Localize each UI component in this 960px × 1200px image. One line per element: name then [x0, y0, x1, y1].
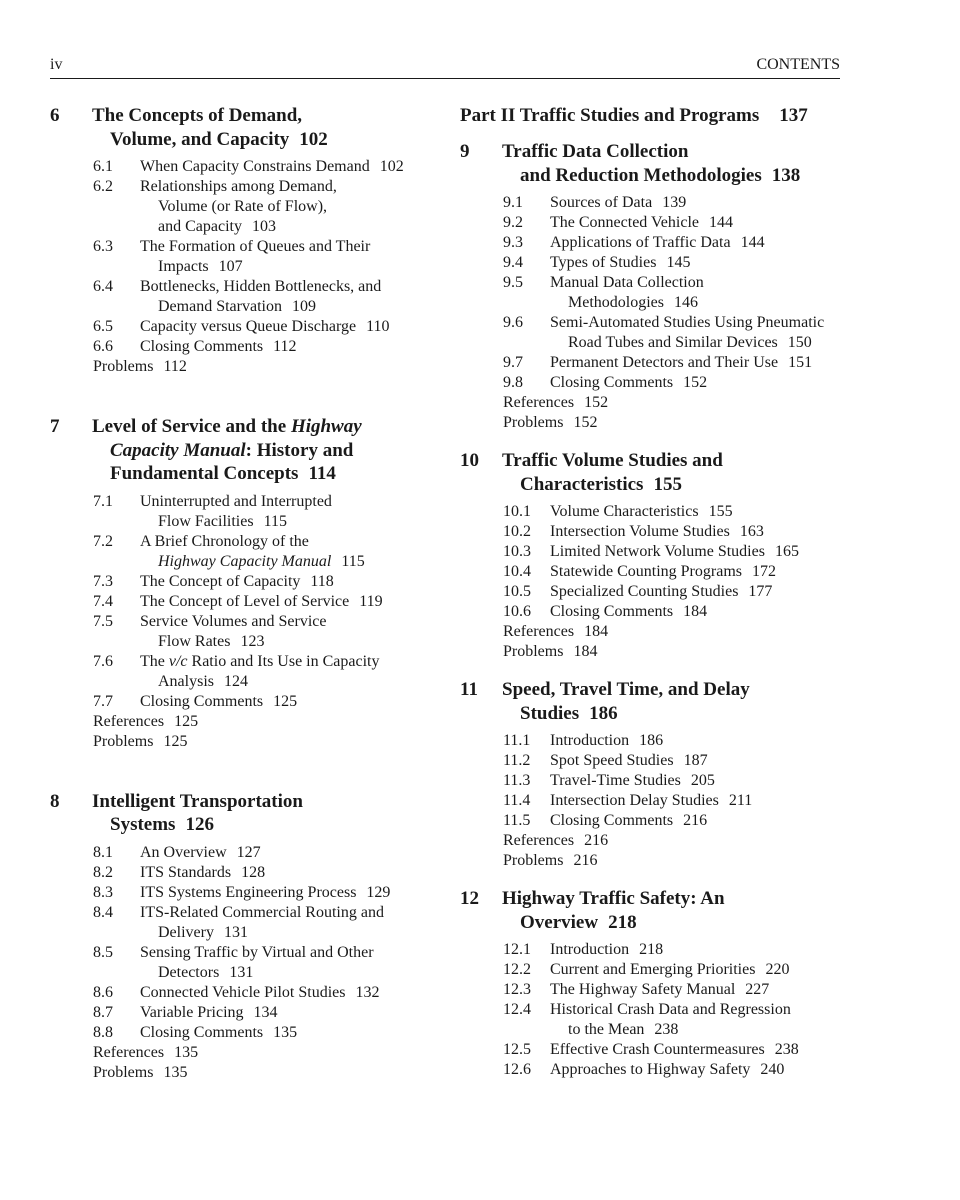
- chapter-title: and Reduction Methodologies: [520, 164, 762, 186]
- toc-references[interactable]: References 216: [503, 832, 609, 849]
- chapter-heading: [50, 790, 430, 837]
- toc-entry[interactable]: 10.2 Intersection Volume Studies 163: [503, 523, 764, 540]
- toc-entry[interactable]: 7.7 Closing Comments 125: [93, 692, 298, 710]
- chapter-page: 186: [589, 702, 618, 724]
- toc-entry[interactable]: 9.4 Types of Studies 145: [503, 254, 691, 271]
- toc-entry[interactable]: 9.6 Semi-Automated Studies Using Pneumatic Road Tubes and Similar Devices 150: [503, 314, 825, 351]
- chapter-heading: [460, 449, 850, 496]
- chapter-11: [460, 678, 850, 871]
- toc-entry[interactable]: 10.6 Closing Comments 184: [503, 603, 708, 620]
- toc-entry[interactable]: 8.7 Variable Pricing 134: [93, 1003, 278, 1021]
- chapter-number: 10: [460, 450, 479, 471]
- chapter-title: The Concepts of Demand,: [92, 105, 303, 126]
- toc-problems[interactable]: Problems 112: [93, 358, 187, 375]
- chapter-12: [460, 887, 850, 1080]
- chapter-title: Intelligent Transportation: [92, 790, 303, 812]
- toc-entry[interactable]: 12.6 Approaches to Highway Safety 240: [503, 1061, 785, 1078]
- chapter-page: 138: [771, 164, 801, 186]
- chapter-9: [460, 140, 850, 433]
- chapter-title: Volume, and Capacity: [110, 128, 290, 150]
- chapter-8: [50, 790, 430, 1083]
- toc-entry[interactable]: 11.3 Travel-Time Studies 205: [503, 772, 715, 789]
- toc-entry[interactable]: 10.4 Statewide Counting Programs 172: [503, 563, 776, 580]
- toc-entry[interactable]: 8.3 ITS Systems Engineering Process 129: [93, 883, 391, 901]
- chapter-title: Traffic Data Collection: [502, 141, 689, 162]
- toc-problems[interactable]: Problems 184: [503, 643, 598, 660]
- chapter-6: [50, 104, 430, 377]
- chapter-title: Overview: [520, 911, 599, 933]
- chapter-number: 7: [50, 416, 60, 437]
- chapter-number: 11: [460, 679, 478, 700]
- toc-entry[interactable]: 8.6 Connected Vehicle Pilot Studies 132: [93, 983, 380, 1001]
- chapter-heading: [50, 104, 430, 151]
- toc-entry[interactable]: 8.8 Closing Comments 135: [93, 1023, 298, 1041]
- toc-entry[interactable]: 10.3 Limited Network Volume Studies 165: [503, 543, 799, 560]
- toc-references[interactable]: References 184: [503, 623, 609, 640]
- chapter-heading: [460, 140, 850, 187]
- chapter-title: Traffic Volume Studies and: [502, 450, 723, 471]
- chapter-title: Systems: [110, 814, 176, 835]
- running-title: CONTENTS: [756, 56, 840, 73]
- toc-entry[interactable]: 11.2 Spot Speed Studies 187: [503, 752, 708, 769]
- contents-column-left: [50, 104, 430, 1105]
- toc-entry[interactable]: 7.6 The v/c Ratio and Its Use in Capacity Analysis 124: [93, 652, 380, 690]
- toc-entry[interactable]: 8.2 ITS Standards 128: [93, 863, 266, 881]
- toc-entry[interactable]: 7.2 A Brief Chronology of the Highway Capacity Manual 115: [93, 532, 365, 570]
- toc-problems[interactable]: Problems 135: [93, 1063, 188, 1081]
- toc-entry[interactable]: 9.8 Closing Comments 152: [503, 374, 708, 391]
- part-heading[interactable]: Part II Traffic Studies and Programs 137: [460, 105, 808, 126]
- toc-entry[interactable]: 6.6 Closing Comments 112: [93, 338, 297, 355]
- toc-entry[interactable]: 6.5 Capacity versus Queue Discharge 110: [93, 318, 390, 335]
- toc-entry[interactable]: 6.4 Bottlenecks, Hidden Bottlenecks, and Demand Starvation 109: [93, 278, 382, 315]
- chapter-10: [460, 449, 850, 662]
- toc-problems[interactable]: Problems 216: [503, 852, 598, 869]
- toc-entry[interactable]: 8.5 Sensing Traffic by Virtual and Other Detectors 131: [93, 943, 374, 981]
- toc-entry[interactable]: 12.2 Current and Emerging Priorities 220: [503, 961, 790, 978]
- chapter-number: 8: [50, 790, 60, 812]
- toc-entry[interactable]: 12.1 Introduction 218: [503, 941, 664, 958]
- toc-entry[interactable]: 11.5 Closing Comments 216: [503, 812, 708, 829]
- toc-entry[interactable]: 7.1 Uninterrupted and Interrupted Flow Facilities 115: [93, 492, 332, 530]
- toc-entry[interactable]: 9.2 The Connected Vehicle 144: [503, 214, 733, 231]
- toc-entry[interactable]: 7.3 The Concept of Capacity 118: [93, 572, 334, 590]
- chapter-number: 6: [50, 105, 60, 126]
- chapter-page: 126: [185, 814, 214, 835]
- page-number: iv: [50, 56, 63, 73]
- toc-entry[interactable]: 10.1 Volume Characteristics 155: [503, 503, 733, 520]
- toc-references[interactable]: References 152: [503, 394, 609, 411]
- toc-entry[interactable]: 9.5 Manual Data Collection Methodologies 146: [503, 274, 704, 311]
- toc-entry[interactable]: 12.5 Effective Crash Countermeasures 238: [503, 1041, 799, 1058]
- toc-entry[interactable]: 6.3 The Formation of Queues and Their Impacts 107: [93, 238, 371, 275]
- chapter-title: Studies: [520, 702, 580, 724]
- chapter-page: 114: [308, 463, 336, 484]
- chapter-page: 155: [653, 473, 682, 495]
- toc-entry[interactable]: 8.1 An Overview 127: [93, 843, 261, 861]
- toc-entry[interactable]: 9.3 Applications of Traffic Data 144: [503, 234, 765, 251]
- toc-entry[interactable]: 10.5 Specialized Counting Studies 177: [503, 583, 773, 600]
- toc-references[interactable]: References 135: [93, 1043, 199, 1061]
- toc-entry[interactable]: 7.4 The Concept of Level of Service 119: [93, 592, 383, 610]
- chapter-7: [50, 415, 430, 752]
- contents-column-right: [460, 104, 850, 1102]
- chapter-title: Highway Traffic Safety: An: [502, 888, 725, 909]
- toc-entry[interactable]: 8.4 ITS-Related Commercial Routing and Delivery 131: [93, 903, 384, 941]
- chapter-number: 12: [460, 888, 479, 909]
- toc-problems[interactable]: Problems 152: [503, 414, 598, 431]
- toc-entry[interactable]: 7.5 Service Volumes and Service Flow Rates 123: [93, 612, 327, 650]
- toc-references[interactable]: References 125: [93, 712, 199, 730]
- chapter-heading: [460, 678, 850, 725]
- toc-entry[interactable]: 9.7 Permanent Detectors and Their Use 151: [503, 354, 813, 371]
- chapter-title: Speed, Travel Time, and Delay: [502, 679, 750, 700]
- toc-entry[interactable]: 6.2 Relationships among Demand, Volume (or Rate of Flow), and Capacity 103: [93, 178, 337, 235]
- chapter-page: 102: [299, 128, 328, 150]
- toc-entry[interactable]: 6.1 When Capacity Constrains Demand 102: [93, 158, 404, 175]
- toc-entry[interactable]: 11.4 Intersection Delay Studies 211: [503, 792, 753, 809]
- running-header: [50, 56, 840, 79]
- toc-entry[interactable]: 9.1 Sources of Data 139: [503, 194, 687, 211]
- chapter-title: Characteristics: [520, 473, 644, 495]
- toc-entry[interactable]: 12.4 Historical Crash Data and Regression to the Mean 238: [503, 1001, 791, 1038]
- chapter-page: 218: [608, 911, 637, 933]
- chapter-number: 9: [460, 141, 470, 162]
- chapter-heading: [460, 887, 850, 934]
- chapter-heading: 7 Level of Service and the Highway Capacity Manual: History and Fundamental Concepts 114: [50, 416, 362, 484]
- toc-problems[interactable]: Problems 125: [93, 732, 188, 750]
- toc-entry[interactable]: 11.1 Introduction 186: [503, 732, 664, 749]
- toc-entry[interactable]: 12.3 The Highway Safety Manual 227: [503, 981, 770, 998]
